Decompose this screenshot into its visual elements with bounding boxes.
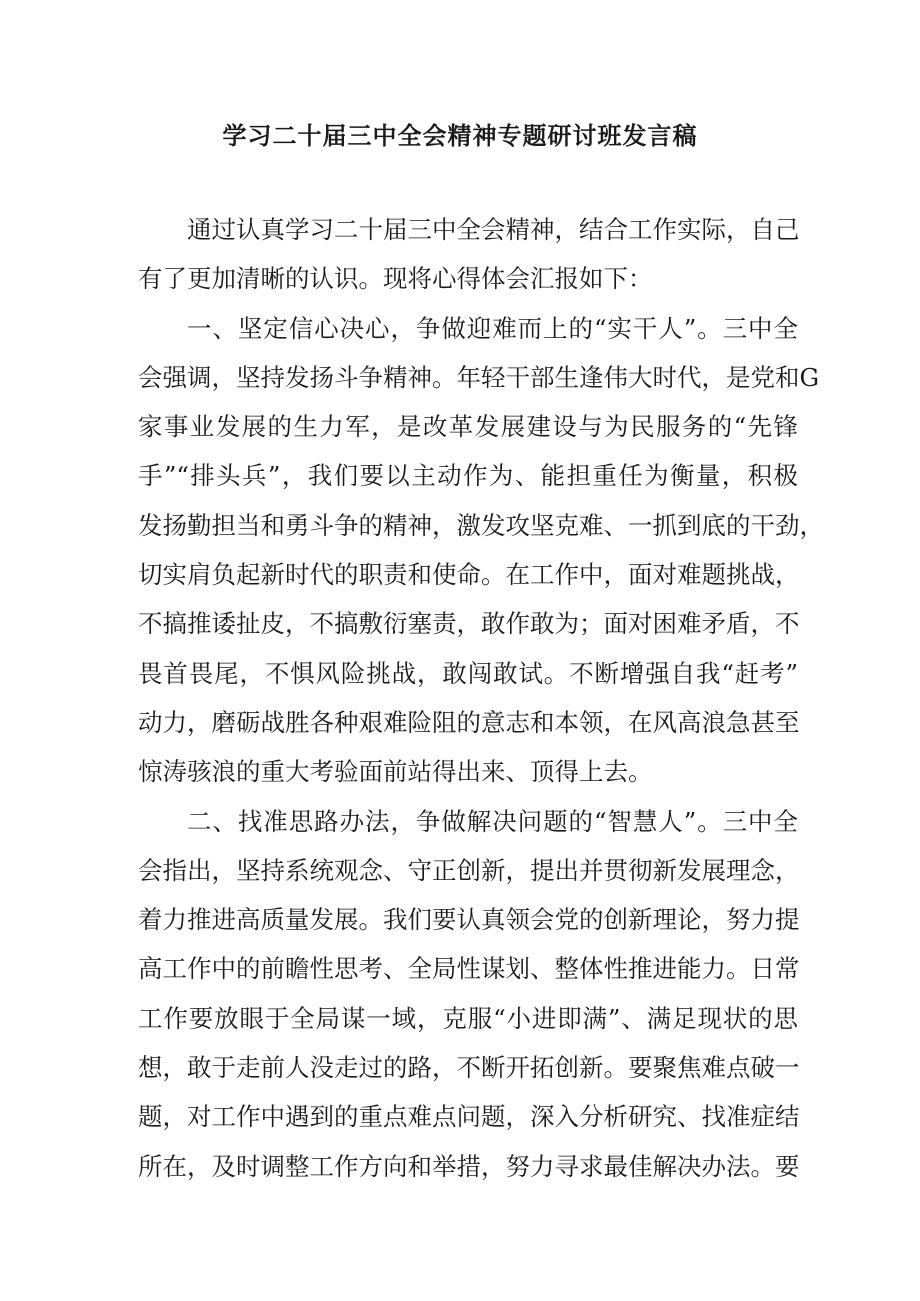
paragraph-2-line-3: 家事业发展的生力军，是改革发展建设与为民服务的“先锋: [138, 412, 798, 442]
paragraph-2-line-8: 畏首畏尾，不惧风险挑战，敢闯敢试。不断增强自我“赶考”: [138, 658, 798, 688]
paragraph-3-line-6: 想，敢于走前人没走过的路，不断开拓创新。要聚焦难点破一: [138, 1053, 800, 1083]
paragraph-2-line-6: 切实肩负起新时代的职责和使命。在工作中，面对难题挑战，: [138, 560, 800, 590]
paragraph-3-line-2: 会指出，坚持系统观念、守正创新，提出并贯彻新发展理念，: [138, 855, 800, 885]
document-title: 学习二十届三中全会精神专题研讨班发言稿: [222, 121, 698, 150]
document-body: [138, 205, 824, 1191]
paragraph-3-line-3: 着力推进高质量发展。我们要认真领会党的创新理论，努力提: [138, 905, 800, 935]
paragraph-1-line-1: 通过认真学习二十届三中全会精神，结合工作实际，自己: [187, 215, 800, 244]
paragraph-2-line-2: 会强调，坚持发扬斗争精神。年轻干部生逢伟大时代，是党和G: [138, 362, 820, 392]
paragraph-2-line-1: 一、坚定信心决心，争做迎难而上的“实干人”。三中全: [187, 313, 798, 343]
paragraph-3-line-5: 工作要放眼于全局谋一域，克服“小进即满”、满足现状的思: [138, 1003, 798, 1033]
paragraph-1-line-2: 有了更加清晰的认识。现将心得体会汇报如下：: [138, 264, 653, 294]
paragraph-2-line-9: 动力，磨砺战胜各种艰难险阻的意志和本领，在风高浪急甚至: [138, 707, 800, 737]
paragraph-3-line-7: 题，对工作中遇到的重点难点问题，深入分析研究、找准症结: [138, 1102, 800, 1132]
paragraph-3-line-1: 二、找准思路办法，争做解决问题的“智慧人”。三中全: [187, 806, 798, 836]
paragraph-2-line-10: 惊涛骇浪的重大考验面前站得出来、顶得上去。: [138, 757, 653, 787]
paragraph-2-line-7: 不搞推诿扯皮，不搞敷衍塞责，敢作敢为；面对困难矛盾，不: [138, 609, 800, 639]
paragraph-3-line-8: 所在，及时调整工作方向和举措，努力寻求最佳解决办法。要: [138, 1151, 800, 1181]
paragraph-3-line-4: 高工作中的前瞻性思考、全局性谋划、整体性推进能力。日常: [138, 954, 800, 984]
paragraph-2-line-5: 发扬勤担当和勇斗争的精神，激发攻坚克难、一抓到底的干劲，: [138, 510, 824, 540]
paragraph-2-line-4: 手”“排头兵”，我们要以主动作为、能担重任为衡量，积极: [138, 461, 798, 491]
